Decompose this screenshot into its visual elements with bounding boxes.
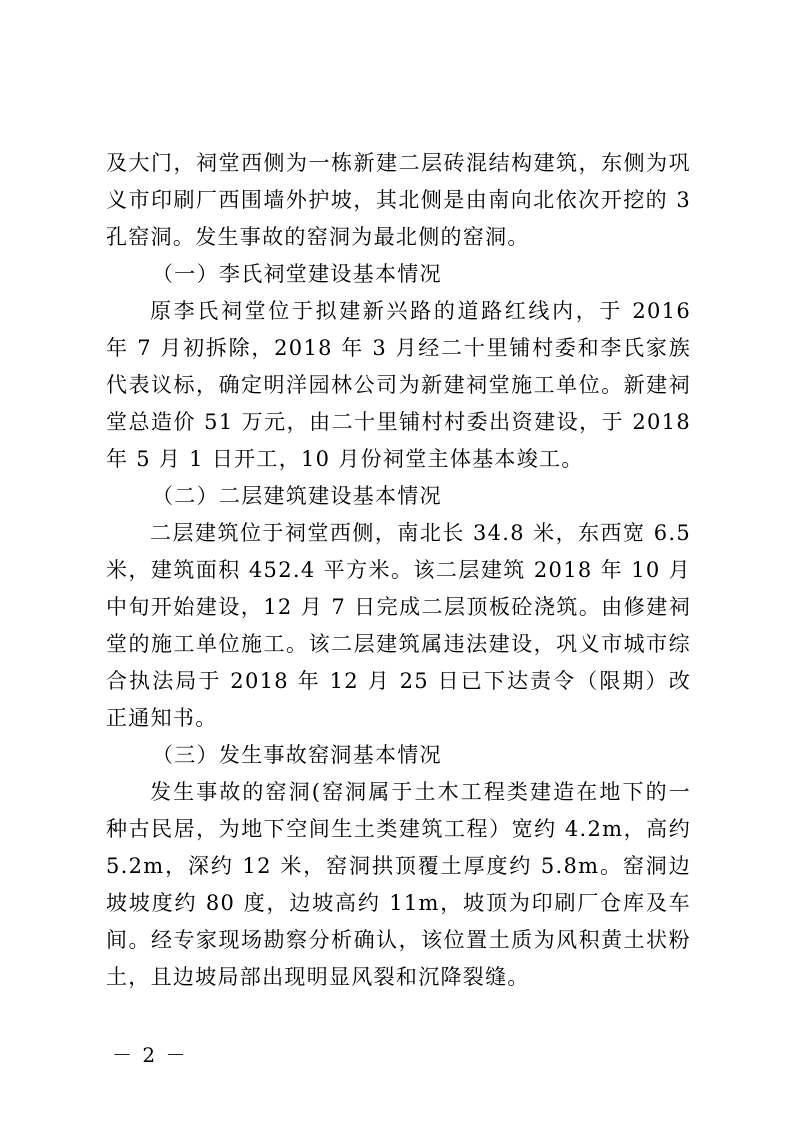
document-body <box>106 145 691 996</box>
page-number: － 2 － <box>112 1043 188 1067</box>
section-heading-1: （一）李氏祠堂建设基本情况 <box>152 262 442 286</box>
paragraph-cave-dwelling: 发生事故的窑洞(窑洞属于土木工程类建造在地下的一种古民居，为地下空间生土类建筑工程）宽约 4.2m，高约 5.2m，深约 12 米，窑洞拱顶覆土厚度约 5.8m。窑洞边坡坡度约 80 度，边坡高约 11m，坡顶为印刷厂仓库及车间。经专家现场勘察分析确认，该位置土质为风积黄土状粉土，且边坡局部出现明显风裂和沉降裂缝。 <box>106 780 691 989</box>
paragraph-continued: 及大门，祠堂西侧为一栋新建二层砖混结构建筑，东侧为巩义市印刷厂西围墙外护坡，其北侧是由南向北依次开挖的 3 孔窑洞。发生事故的窑洞为最北侧的窑洞。 <box>106 151 691 249</box>
paragraph-ancestral-hall: 原李氏祠堂位于拟建新兴路的道路红线内，于 2016 年 7 月初拆除，2018 年 3 月经二十里铺村委和李氏家族代表议标，确定明洋园林公司为新建祠堂施工单位。新建祠堂总造价 51 万元，由二十里铺村村委出资建设，于 2018 年 5 月 1 日开工，10 月份祠堂主体基本竣工。 <box>106 299 691 471</box>
section-heading-3: （三）发生事故窑洞基本情况 <box>152 743 442 767</box>
section-heading-2: （二）二层建筑建设基本情况 <box>152 484 442 508</box>
paragraph-two-story-building: 二层建筑位于祠堂西侧，南北长 34.8 米，东西宽 6.5 米，建筑面积 452.4 平方米。该二层建筑 2018 年 10 月中旬开始建设，12 月 7 日完成二层顶板砼浇筑。由修建祠堂的施工单位施工。该二层建筑属违法建设，巩义市城市综合执法局于 2018 年 12 月 25 日已下达责令（限期）改正通知书。 <box>106 521 691 730</box>
